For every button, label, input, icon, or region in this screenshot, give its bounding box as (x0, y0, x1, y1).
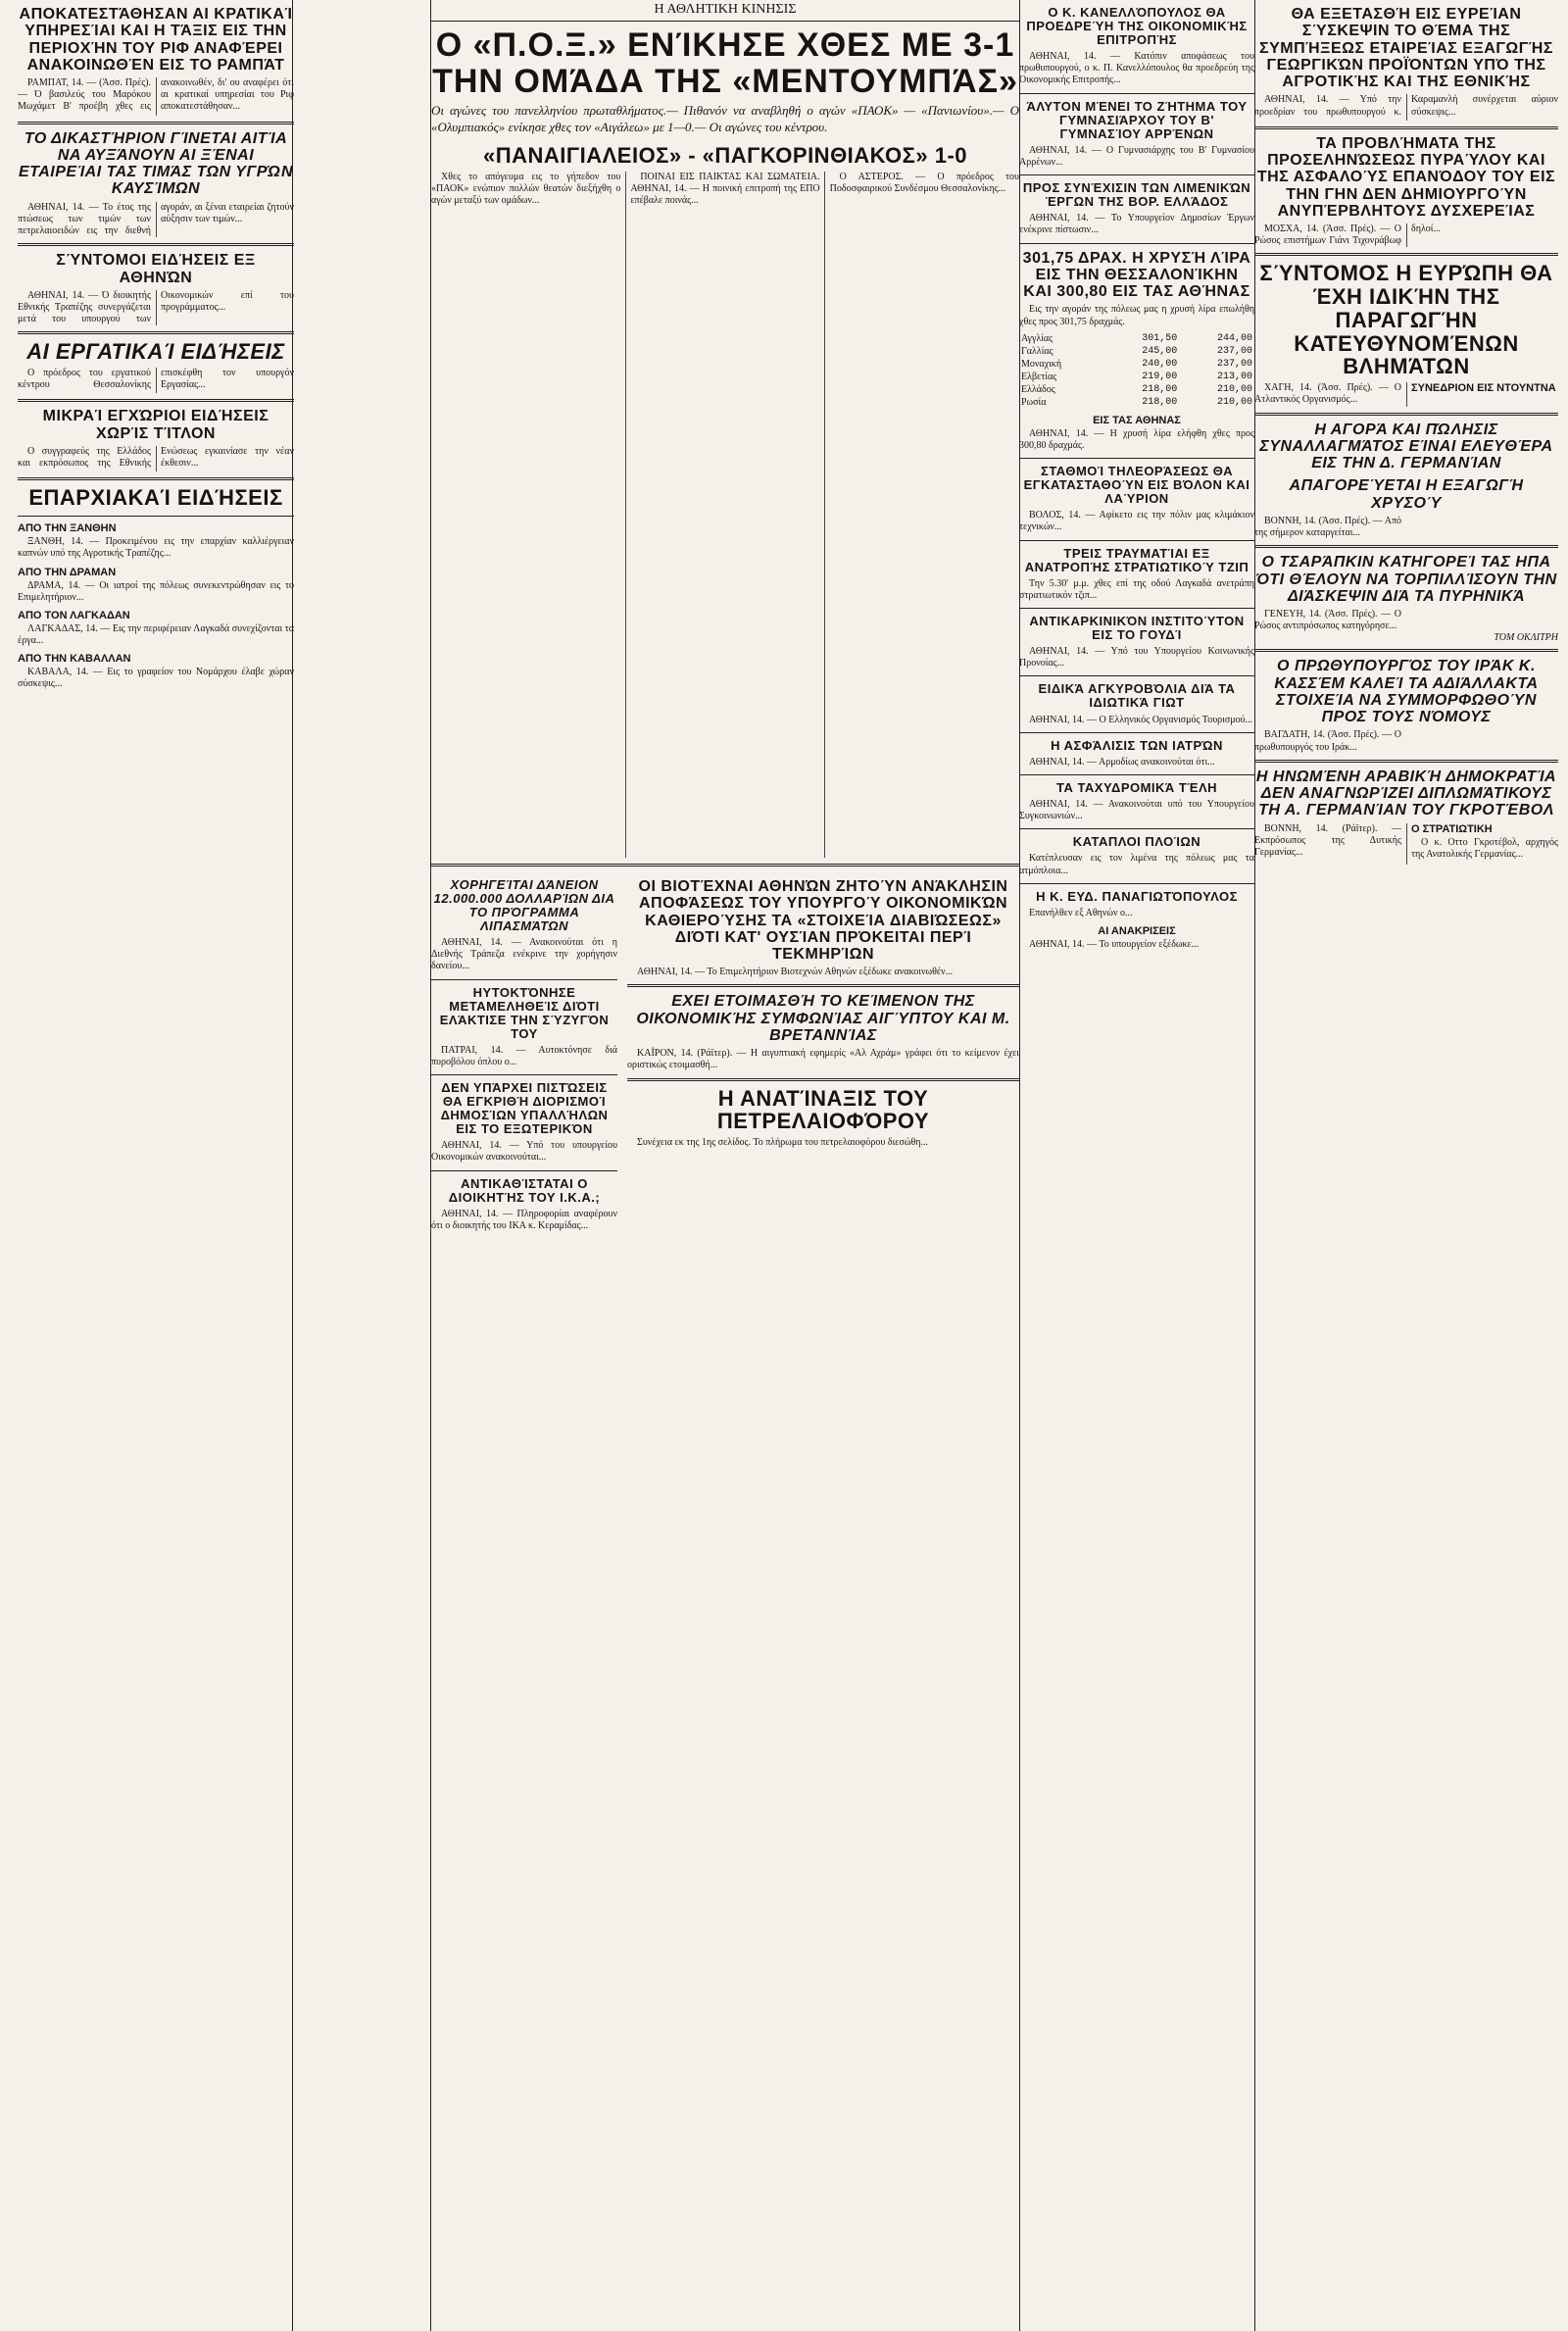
subhead-lagkadas: ΑΠΟ ΤΟΝ ΛΑΓΚΑΔΑΝ (18, 609, 130, 621)
price-label: Ελλάδος (1021, 383, 1055, 395)
article-postal: ΑΘΗΝΑΙ, 14. — Ανακοινούται υπό του Υπουργείου Συγκοινωνιών... (1019, 798, 1254, 822)
headline-match: «ΠΑΝΑΙΓΙΑΛΕΙΟΣ» - «ΠΑΓΚΟΡΙΝΘΙΑΚΟΣ» 1-0 (482, 143, 968, 169)
article-labour: Ο πρόεδρος του εργατικού κέντρου Θεσσαλονίκης επισκέφθη τον υπουργόν Εργασίας... (18, 368, 294, 391)
price-label: Ελβετίας (1021, 371, 1057, 382)
article-jeep: Την 5.30' μ.μ. χθες επί της οδού Λαγκαδά ανετράπη στρατιωτικόν τζιπ... (1019, 577, 1254, 601)
subhead-kavala: ΑΠΟ ΤΗΝ ΚΑΒΑΛΛΑΝ (18, 653, 131, 666)
article-gold: Εις την αγοράν της πόλεως μας η χρυσή λίρα επωλήθη χθες προς 301,75 δραχμάς. (1019, 304, 1254, 327)
article-local-news: Ο συγγραφεύς της Ελλάδος και εκπρόσωπος της Εθνικής Ενώσεως εγκαινίασε την νέαν έκθεσιν... (18, 446, 294, 470)
headline-labour: ΑΙ ΕΡΓΑΤΙΚΑΊ ΕΙΔΉΣΕΙΣ (26, 339, 285, 365)
headline-tv: ΣΤΑΘΜΟΊ ΤΗΛΕΟΡΆΣΕΩΣ ΘΑ ΕΓΚΑΤΑΣΤΑΘΟΎΝ ΕΙΣ ΒΌΛΟΝ ΚΑΙ ΛΑΎΡΙΟΝ (1023, 464, 1250, 507)
headline-gymnasium: ΆΛΥΤΟΝ ΜΈΝΕΙ ΤΟ ΖΉΤΗΜΑ ΤΟΥ ΓΥΜΝΑΣΙΆΡΧΟΥ ΤΟΥ Β' ΓΥΜΝΑΣΊΟΥ ΑΡΡΈΝΩΝ (1026, 98, 1248, 141)
price-label: Μοναχική (1021, 358, 1062, 370)
section-sports: Η ΑΘΛΗΤΙΚΗ ΚΙΝΗΣΙΣ (431, 2, 1019, 22)
article-tsarapkin: ΓΕΝΕΥΗ, 14. (Άσσ. Πρές). — Ο Ρώσος αντιπρόσωπος κατηγόρησε... (1254, 609, 1401, 632)
price-row (1019, 396, 1254, 409)
article-rif: ΡΑΜΠΑΤ, 14. — (Άσσ. Πρές). — Ό βασιλεύς του Μαρόκου Μωχάμετ Β' προέβη χθες εις ανακοινωθέν, δι' ου αναφέρει ότι αι κρατικαί υπηρεσίαι του Ριφ αποκατεστάθησαν... (18, 77, 294, 113)
article-cancer: ΑΘΗΝΑΙ, 14. — Υπό του Υπουργείου Κοινωνικής Προνοίας... (1019, 646, 1254, 670)
lede-sports: Οι αγώνες του πανελληνίου πρωταθλήματος.— Πιθανόν να αναβληθή ο αγών «ΠΑΟΚ» — «Πανιωνίου».— Ο «Ολυμπιακός» ενίκησε χθες τον «Αιγάλεω» με 1—0.— Οι αγώνες του κέντρου. (431, 103, 1019, 135)
subhead-athens: ΕΙΣ ΤΑΣ ΑΘΗΝΑΣ (1093, 414, 1181, 426)
subhead-congress: ΣΥΝΕΔΡΙΟΝ ΕΙΣ ΝΤΟΥΝΤΝΑ (1411, 382, 1556, 395)
headline-iraq: Ο ΠΡΩΘΥΠΟΥΡΓΌΣ ΤΟΥ ΙΡΆΚ Κ. ΚΑΣΣΈΜ ΚΑΛΕΊ ΤΑ ΑΔΙΆΛΛΑΚΤΑ ΣΤΟΙΧΕΊΑ ΝΑ ΣΥΜΜΟΡΦΩΘΟΎΝ ΠΡΟΣ ΤΟΥΣ ΝΌΜΟΥΣ (1274, 658, 1539, 726)
price-value: 218,00 (1142, 396, 1178, 408)
price-value: 245,00 (1142, 345, 1178, 357)
headline-gold: 301,75 ΔΡΑΧ. Η ΧΡΥΣΉ ΛΊΡΑ ΕΙΣ ΤΗΝ ΘΕΣΣΑΛΟΝΊΚΗΝ ΚΑΙ 300,80 ΕΙΣ ΤΑΣ ΑΘΉΝΑΣ (1022, 249, 1251, 301)
headline-export-company: ΘΑ ΕΞΕΤΑΣΘΉ ΕΙΣ ΕΥΡΕΊΑΝ ΣΎΣΚΕΨΙΝ ΤΟ ΘΈΜΑ ΤΗΣ ΣΥΜΠΉΞΕΩΣ ΕΤΑΙΡΕΊΑΣ ΕΞΑΓΩΓΉΣ ΓΕΩΡΓΙΚΏΝ ΠΡΟΪΌΝΤΩΝ ΥΠΌ ΤΗΣ ΑΓΡΟΤΙΚΉΣ ΚΑΙ ΤΗΣ ΕΘΝΙΚΉΣ (1259, 6, 1553, 91)
article-fuel: ΑΘΗΝΑΙ, 14. — Το έτος της πτώσεως των τιμών των πετρελαιοειδών εις την διεθνή αγοράν, αι ξέναι εταιρείαι ζητούν αύξησιν των τιμών... (18, 201, 294, 237)
article-loan: ΑΘΗΝΑΙ, 14. — Ανακοινούται ότι η Διεθνής Τράπεζα ενέκρινε την χορήγησιν δανείου... (431, 937, 617, 972)
article-drama: ΔΡΑΜΑ, 14. — Οι ιατροί της πόλεως συνεκεντρώθησαν εις το Επιμελητήριον... (18, 579, 294, 603)
headline-yachts: ΕΙΔΙΚΆ ΑΓΚΥΡΟΒΌΛΙΑ ΔΙΆ ΤΑ ΙΔΙΩΤΙΚΆ ΓΙΩΤ (1038, 681, 1236, 711)
headline-athens-brief: ΣΎΝΤΟΜΟΙ ΕΙΔΉΣΕΙΣ ΕΞ ΑΘΗΝΏΝ (56, 252, 256, 286)
headline-craftsmen: ΟΙ ΒΙΟΤΈΧΝΑΙ ΑΘΗΝΏΝ ΖΗΤΟΎΝ ΑΝΆΚΛΗΣΙΝ ΑΠΟΦΆΣΕΩΣ ΤΟΥ ΥΠΟΥΡΓΟΎ ΟΙΚΟΝΟΜΙΚΏΝ ΚΑΘΙΕΡΟΎΣΗΣ ΤΑ «ΣΤΟΙΧΕΊΑ ΔΙΑΒΙΏΣΕΩΣ» ΔΙΌΤΙ ΚΑΤ' ΟΥΣΊΑΝ ΠΡΌΚΕΙΤΑΙ ΠΕΡΊ ΤΕΚΜΗΡΊΩΝ (638, 877, 1008, 964)
article-iraq: ΒΑΓΔΑΤΗ, 14. (Άσσ. Πρές). — Ο πρωθυπουργός του Ιράκ... (1254, 729, 1401, 753)
headline-tsarapkin: Ο ΤΣΑΡΆΠΚΙΝ ΚΑΤΗΓΟΡΕΊ ΤΑΣ ΗΠΑ ΌΤΙ ΘΈΛΟΥΝ ΝΑ ΤΟΡΠΙΛΛΊΣΟΥΝ ΤΗΝ ΔΙΆΣΚΕΨΙΝ ΔΙΆ ΤΑ ΠΥΡΗΝΙΚΆ (1255, 554, 1557, 605)
headline-gold-export: ΑΠΑΓΟΡΕΎΕΤΑΙ Η ΕΞΑΓΩΓΉ ΧΡΥΣΟΎ (1289, 477, 1524, 512)
headline-cancer: ΑΝΤΙΚΑΡΚΙΝΙΚΌΝ ΙΝΣΤΙΤΟΎΤΟΝ ΕΙΣ ΤΟ ΓΟΥΔΊ (1029, 614, 1245, 643)
headline-appointments: ΔΕΝ ΥΠΆΡΧΕΙ ΠΙΣΤΏΣΕΙΣ ΘΑ ΕΓΚΡΙΘΉ ΔΙΟΡΙΣΜΟΊ ΔΗΜΟΣΊΩΝ ΥΠΑΛΛΉΛΩΝ ΕΙΣ ΤΟ ΕΞΩΤΕΡΙΚΌΝ (440, 1080, 609, 1137)
headline-missiles: ΣΎΝΤΟΜΟΣ Η ΕΥΡΏΠΗ ΘΑ ΈΧΗ ΙΔΙΚΉΝ ΤΗΣ ΠΑΡΑΓΩΓΉΝ ΚΑΤΕΥΘΥΝΟΜΈΝΩΝ ΒΛΗΜΆΤΩΝ (1259, 261, 1553, 379)
headline-egypt: ΕΧΕΙ ΕΤΟΙΜΑΣΘΉ ΤΟ ΚΕΊΜΕΝΟΝ ΤΗΣ ΟΙΚΟΝΟΜΙΚΉΣ ΣΥΜΦΩΝΊΑΣ ΑΙΓΎΠΤΟΥ ΚΑΙ Μ. ΒΡΕΤΑΝΝΊΑΣ (636, 993, 1010, 1045)
headline-jeep: ΤΡΕΙΣ ΤΡΑΥΜΑΤΊΑΙ ΕΞ ΑΝΑΤΡΟΠΉΣ ΣΤΡΑΤΙΩΤΙΚΟΎ ΤΖΙΠ (1024, 545, 1250, 574)
article-gymnasium: ΑΘΗΝΑΙ, 14. — Ο Γυμνασιάρχης του Β' Γυμνασίου Αρρένων... (1019, 144, 1254, 168)
article-kavala: ΚΑΒΑΛΑ, 14. — Εις το γραφείον του Νομάρχου έλαβε χώραν σύσκεψις... (18, 667, 294, 690)
subhead-xanthi: ΑΠΟ ΤΗΝ ΞΑΝΘΗΝ (18, 522, 117, 535)
headline-exchange: Η ΑΓΟΡΆ ΚΑΙ ΠΏΛΗΣΙΣ ΣΥΝΑΛΛΑΓΜΆΤΟΣ ΕΊΝΑΙ ΕΛΕΥΘΈΡΑ ΕΙΣ ΤΗΝ Δ. ΓΕΡΜΑΝΊΑΝ (1259, 421, 1553, 472)
price-label: Ρωσία (1021, 396, 1047, 408)
price-row (1019, 345, 1254, 358)
article-inquiries: ΑΘΗΝΑΙ, 14. — Το υπουργείον εξέδωκε... (1029, 938, 1200, 950)
headline-harbour: ΠΡΟΣ ΣΥΝΈΧΙΣΙΝ ΤΩΝ ΛΙΜΕΝΙΚΏΝ ΈΡΓΩΝ ΤΗΣ ΒΟΡ. ΕΛΛΆΔΟΣ (1022, 180, 1251, 210)
article-person: Επανήλθεν εξ Αθηνών ο... (1029, 907, 1133, 918)
headline-pox: Ο «Π.Ο.Ξ.» ΕΝΊΚΗΣΕ ΧΘΕΣ ΜΕ 3-1 ΤΗΝ ΟΜΆΔΑ ΤΗΣ «ΜΕΝΤΟΥΜΠΆΣ» (432, 26, 1018, 100)
article-kanellopoulos: ΑΘΗΝΑΙ, 14. — Κατόπιν αποφάσεως του πρωθυπουργού, ο κ. Π. Κανελλόπουλος θα προεδρεύη της Οικονομικής Επιτροπής... (1019, 51, 1254, 86)
article-doctors: ΑΘΗΝΑΙ, 14. — Αρμοδίως ανακοινούται ότι... (1029, 756, 1215, 768)
article-uar: ΒΟΝΝΗ, 14. (Ράϊτερ). — Εκπρόσωπος της Δυτικής Γερμανίας... (1254, 822, 1401, 859)
price-value: 240,00 (1142, 358, 1178, 370)
price-value: 218,00 (1142, 383, 1178, 395)
article-missiles: ΧΑΓΗ, 14. (Άσσ. Πρές). — Ο Ατλαντικός Οργανισμός... (1254, 382, 1401, 406)
price-label: Γαλλίας (1021, 345, 1054, 357)
article-egypt: ΚΑΪΡΟΝ, 14. (Ράϊτερ). — Η αιγυπτιακή εφημερίς «Αλ Αχράμ» γράφει ότι το κείμενον έχει οριστικώς ετοιμασθή... (627, 1048, 1019, 1071)
article-lagkadas: ΛΑΓΚΑΔΑΣ, 14. — Εις την περιφέρειαν Λαγκαδά συνεχίζονται τα έργα... (18, 622, 294, 647)
price-row (1019, 332, 1254, 345)
headline-loan: ΧΟΡΗΓΕΊΤΑΙ ΔΆΝΕΙΟΝ 12.000.000 ΔΟΛΛΑΡΊΩΝ ΔΙΑ ΤΟ ΠΡΌΓΡΑΜΜΑ ΛΙΠΑΣΜΆΤΩΝ (433, 876, 615, 934)
subhead-military: Ο ΣΤΡΑΤΙΩΤΙΚΗ (1411, 822, 1493, 835)
headline-ships: ΚΑΤΑΠΛΟΙ ΠΛΟΊΩΝ (1072, 834, 1201, 850)
headline-postal: ΤΑ ΤΑΧΥΔΡΟΜΙΚΆ ΤΈΛΗ (1055, 779, 1218, 795)
price-row (1019, 371, 1254, 383)
article-penalties: ΠΟΙΝΑΙ ΕΙΣ ΠΑΙΚΤΑΣ ΚΑΙ ΣΩΜΑΤΕΙΑ. ΑΘΗΝΑΙ, 14. — Η ποινική επιτροπή της ΕΠΟ επέβαλε ποινάς... (630, 171, 820, 207)
price-value: 237,00 (1216, 358, 1252, 370)
headline-kanellopoulos: Ο Κ. ΚΑΝΕΛΛΌΠΟΥΛΟΣ ΘΑ ΠΡΟΕΔΡΕΎΗ ΤΗΣ ΟΙΚΟΝΟΜΙΚΉΣ ΕΠΙΤΡΟΠΉΣ (1026, 5, 1248, 48)
article-harbour: ΑΘΗΝΑΙ, 14. — Το Υπουργείον Δημοσίων Έργων ενέκρινε πίστωσιν... (1019, 213, 1254, 236)
price-row (1019, 383, 1254, 396)
article-gold-athens: ΑΘΗΝΑΙ, 14. — Η χρυσή λίρα ελήφθη χθες προς 300,80 δραχμάς. (1019, 427, 1254, 451)
article-grotewohl: Ο κ. Οττο Γκροτέβολ, αρχηγός της Ανατολικής Γερμανίας... (1411, 836, 1558, 860)
headline-suicide: ΗΥΤΟΚΤΌΝΗΣΕ ΜΕΤΑΜΕΛΗΘΕΊΣ ΔΙΌΤΙ ΕΛΆΚΤΙΣΕ ΤΗΝ ΣΎΖΥΓΌΝ ΤΟΥ (439, 984, 610, 1041)
subhead-inquiries: ΑΙ ΑΝΑΚΡΙΣΕΙΣ (1098, 924, 1176, 937)
subhead-drama: ΑΠΟ ΤΗΝ ΔΡΑΜΑΝ (18, 566, 117, 578)
headline-person: Η Κ. ΕΥΔ. ΠΑΝΑΓΙΩΤΌΠΟΥΛΟΣ (1036, 888, 1238, 904)
headline-ika: ΑΝΤΙΚΑΘΊΣΤΑΤΑΙ Ο ΔΙΟΙΚΗΤΉΣ ΤΟΥ Ι.Κ.Α.; (448, 1175, 601, 1205)
price-value: 210,00 (1216, 396, 1252, 408)
price-value: 210,00 (1216, 383, 1252, 395)
article-xanthi: ΞΑΝΘΗ, 14. — Προκειμένου εις την επαρχίαν καλλιέργειαν καπνών υπό της Αγροτικής Τραπέζης... (18, 536, 294, 560)
article-appointments: ΑΘΗΝΑΙ, 14. — Υπό του υπουργείου Οικονομικών ανακοινούται... (431, 1140, 617, 1164)
column-1 (18, 0, 294, 2331)
price-value: 237,00 (1216, 345, 1252, 357)
article-craftsmen: ΑΘΗΝΑΙ, 14. — Το Επιμελητήριον Βιοτεχνών Αθηνών εξέδωκε ανακοινωθέν... (637, 967, 954, 978)
headline-moon-rocket: ΤΑ ΠΡΟΒΛΉΜΑΤΑ ΤΗΣ ΠΡΟΣΕΛΗΝΏΣΕΩΣ ΠΥΡΑΎΛΟΥ ΚΑΙ ΤΗΣ ΑΣΦΑΛΟΎΣ ΕΠΑΝΌΔΟΥ ΤΟΥ ΕΙΣ ΤΗΝ ΓΗΝ ΔΕΝ ΔΗΜΙΟΥΡΓΟΎΝ ΑΝΥΠΈΡΒΛΗΤΟΥΣ ΔΥΣΧΕΡΕΊΑΣ (1256, 134, 1556, 220)
headline-uar: Η ΗΝΩΜΈΝΗ ΑΡΑΒΙΚΉ ΔΗΜΟΚΡΑΤΊΑ ΔΕΝ ΑΝΑΓΝΩΡΊΖΕΙ ΔΙΠΛΩΜΆΤΙΚΟΥΣ ΤΗ Α. ΓΕΡΜΑΝΊΑΝ ΤΟΥ ΓΚΡΟΤΈΒΟΛ (1255, 768, 1557, 819)
price-value: 244,00 (1216, 332, 1252, 344)
gold-price-table (1019, 332, 1254, 409)
article-moon-rocket: ΜΟΣΧΑ, 14. (Άσσ. Πρές). — Ο Ρώσος επιστήμων Γιάνι Τιχονράβωφ δηλοί... (1254, 223, 1441, 247)
column-3 (1019, 0, 1254, 2331)
headline-local-news: ΜΙΚΡΑΊ ΕΓΧΏΡΙΟΙ ΕΙΔΉΣΕΙΣ ΧΩΡΊΣ ΤΊΤΛΟΝ (42, 408, 270, 442)
price-label: Αγγλίας (1021, 332, 1054, 344)
article-suicide: ΠΑΤΡΑΙ, 14. — Αυτοκτόνησε διά πυροβόλου όπλου ο... (431, 1044, 617, 1067)
article-match: Χθες το απόγευμα εις το γήπεδον του «ΠΑΟΚ» ενώπιον πολλών θεατών διεξήχθη ο αγών μεταξύ των ομάδων... (431, 171, 621, 207)
article-ships: Κατέπλευσαν εις τον λιμένα της πόλεως μας τα ατμόπλοια... (1019, 853, 1254, 876)
article-athens-brief: ΑΘΗΝΑΙ, 14. — Ό διοικητής Εθνικής Τραπέζης συνεργάζεται μετά του υπουργού των Οικονομικών επί του προγράμματος... (18, 289, 294, 325)
headline-provincial: ΕΠΑΡΧΙΑΚΑΊ ΕΙΔΉΣΕΙΣ (28, 485, 283, 511)
article-tv: ΒΟΛΟΣ, 14. — Αφίκετο εις την πόλιν μας κλιμάκιον τεχνικών... (1019, 510, 1254, 533)
price-value: 213,00 (1216, 371, 1252, 382)
headline-fuel: ΤΟ ΔΙΚΑΣΤΉΡΙΟΝ ΓΊΝΕΤΑΙ ΑΙΤΊΑ ΝΑ ΑΥΞΆΝΟΥΝ ΑΙ ΞΈΝΑΙ ΕΤΑΙΡΕΊΑΙ ΤΑΣ ΤΙΜΆΣ ΤΩΝ ΥΓΡΏΝ ΚΑΥΣΊΜΩΝ (18, 129, 294, 198)
column-4 (1254, 0, 1558, 2331)
column-2 (431, 0, 1019, 2331)
byline: ΤΟΜ ΟΚΛΙΤΡΗ (1494, 632, 1558, 644)
price-row (1019, 358, 1254, 371)
article-yachts: ΑΘΗΝΑΙ, 14. — Ο Ελληνικός Οργανισμός Τουρισμού... (1029, 714, 1253, 725)
article-export-company: ΑΘΗΝΑΙ, 14. — Υπό την προεδρίαν του πρωθυπουργού κ. Καραμανλή συνέρχεται αύριον σύσκεψις... (1254, 94, 1558, 118)
headline-tanker: Η ΑΝΑΤΊΝΑΞΙΣ ΤΟΥ ΠΕΤΡΕΛΑΙΟΦΌΡΟΥ (716, 1085, 930, 1134)
article-tanker: Συνέχεια εκ της 1ης σελίδος. Το πλήρωμα του πετρελαιοφόρου διεσώθη... (637, 1137, 928, 1149)
article-gold-export: ΒΟΝΝΗ, 14. (Άσσ. Πρές). — Από της σήμερον καταργείται... (1254, 515, 1401, 539)
headline-rif: ΑΠΟΚΑΤΕΣΤΆΘΗΣΑΝ ΑΙ ΚΡΑΤΙΚΑΊ ΥΠΗΡΕΣΊΑΙ ΚΑΙ Η ΤΆΞΙΣ ΕΙΣ ΤΗΝ ΠΕΡΙΟΧΉΝ ΤΟΥ ΡΙΦ ΑΝΑΦΈΡΕΙ ΑΝΑΚΟΙΝΩΘΈΝ ΕΙΣ ΤΟ ΡΑΜΠΆΤ (19, 6, 293, 74)
headline-doctors: Η ΑΣΦΆΛΙΣΙΣ ΤΩΝ ΙΑΤΡΏΝ (1051, 737, 1223, 753)
article-asteros: Ο ΑΣΤΕΡΟΣ. — Ο πρόεδρος του Ποδοσφαιρικού Συνδέσμου Θεσσαλονίκης... (829, 171, 1019, 195)
article-ika: ΑΘΗΝΑΙ, 14. — Πληροφορίαι αναφέρουν ότι ο διοικητής του ΙΚΑ κ. Κεραμίδας... (431, 1208, 617, 1231)
price-value: 219,00 (1142, 371, 1178, 382)
price-value: 301,50 (1142, 332, 1178, 344)
